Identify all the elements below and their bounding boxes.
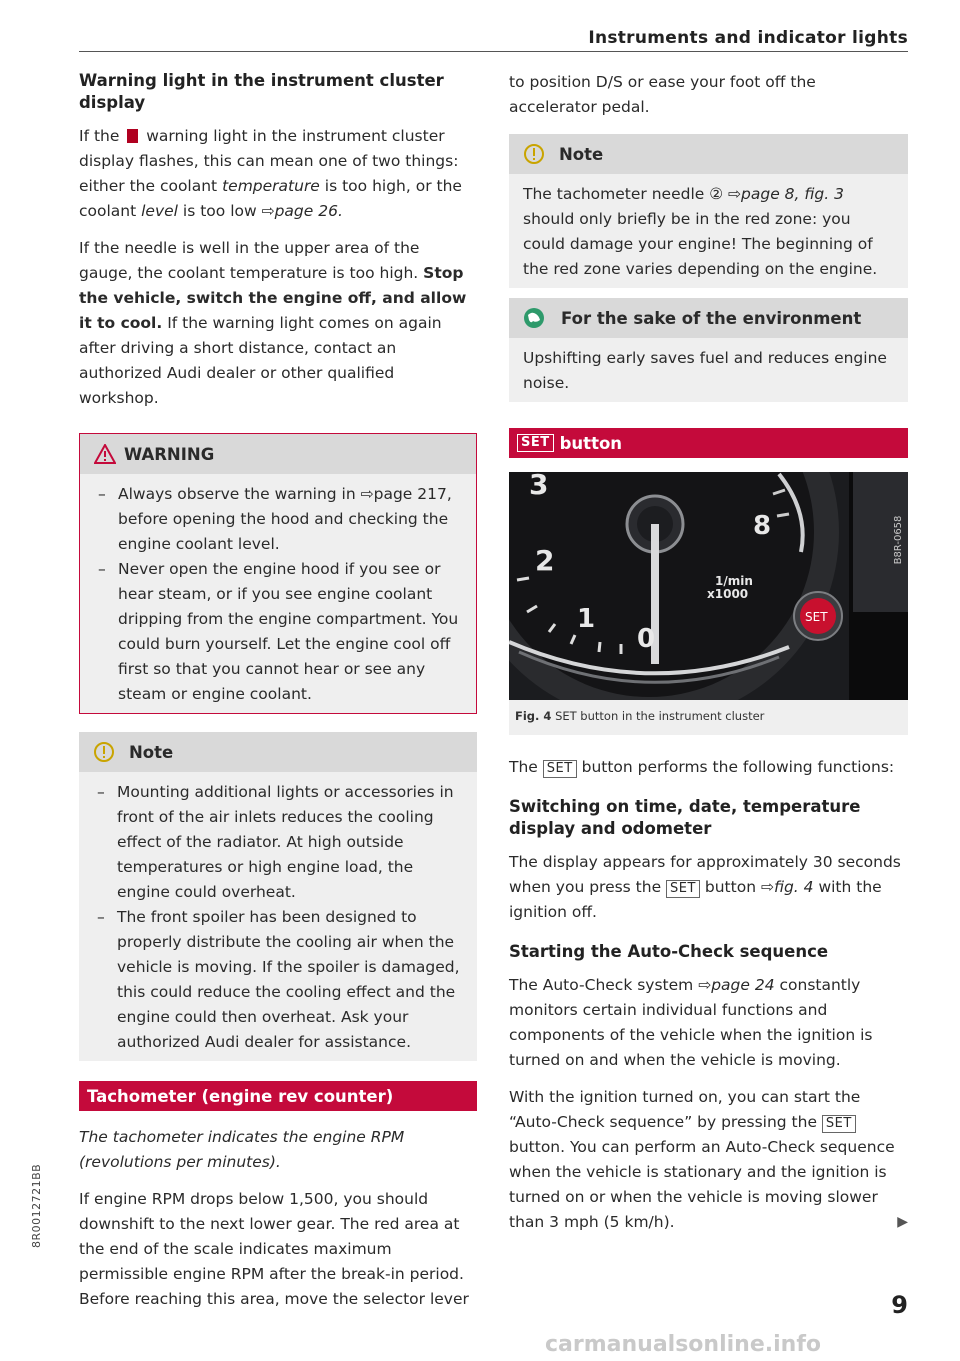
paragraph-overheat: [79, 236, 477, 411]
watermark: carmanualsonline.info: [545, 1332, 821, 1357]
note-box-body: [509, 174, 908, 288]
environment-box: [509, 298, 908, 402]
paragraph-continued: to position D/S or ease your foot off the accelerator pedal.: [509, 73, 816, 116]
text: is too low: [177, 202, 262, 220]
section-heading-tachometer: Tachometer (engine rev counter): [79, 1081, 477, 1111]
set-key: SET: [517, 434, 554, 452]
text: With the ignition turned on, you can start the “Auto-Check sequence” by pressing the: [509, 1088, 861, 1131]
section-title: button: [559, 433, 623, 453]
note-box-header: [509, 134, 908, 174]
gauge-number: 2: [535, 544, 555, 577]
gauge-unit: 1/min: [715, 574, 753, 588]
note-box: [79, 732, 477, 1061]
text: If the: [79, 127, 125, 145]
paragraph-tacho-intro: The tachometer indicates the engine RPM (revolutions per minutes).: [79, 1128, 405, 1171]
note-icon: [93, 741, 115, 763]
warning-box: [79, 433, 477, 714]
note-box-tacho: [509, 134, 908, 288]
continue-arrow-icon: ▶: [897, 1214, 908, 1230]
gauge-number: 8: [753, 511, 772, 541]
text-bold: Stop the vehicle, switch the engine off, and allow it to cool.: [79, 264, 467, 332]
paragraph-autocheck-1: [509, 973, 908, 1073]
note-title: Note: [559, 144, 604, 164]
heading-warning-light: Warning light in the instrument cluster display: [79, 71, 444, 112]
gauge-number: 3: [529, 472, 549, 501]
text-emphasis: temperature: [222, 177, 320, 195]
figure-caption-text: SET button in the instrument cluster: [555, 709, 765, 723]
text: is too high, or the coolant: [79, 177, 462, 220]
environment-title: For the sake of the environment: [561, 308, 862, 328]
text: with the ignition off.: [509, 878, 882, 921]
text: The: [509, 758, 543, 776]
note-icon: [523, 143, 545, 165]
text: If the warning light comes on again after driving a short distance, contact an authorized Audi dealer or other qualified workshop.: [79, 314, 442, 407]
figure-reference-link[interactable]: ⇨fig. 4: [760, 878, 814, 896]
figure-label: Fig. 4: [515, 709, 552, 723]
section-heading-set-button: [509, 428, 908, 458]
list-item: – Always observe the warning in ⇨page 217, before opening the hood and checking the engine coolant level.: [94, 482, 464, 557]
environment-icon: [523, 307, 545, 329]
text: The Auto-Check system: [509, 976, 699, 994]
paragraph-switching: [509, 850, 908, 925]
right-column: [509, 70, 908, 1247]
text: button: [699, 878, 761, 896]
text: The tachometer needle: [523, 185, 710, 203]
header-rule: [79, 51, 908, 52]
set-key: SET: [543, 760, 577, 778]
paragraph-tacho: If engine RPM drops below 1,500, you should downshift to the next lower gear. The red area at the end of the scale indicates maximum permissible engine RPM after the break-in period. Before reaching this area, move the selector lever: [79, 1190, 469, 1308]
text: If the needle is well in the upper area of the gauge, the coolant temperature is too high.: [79, 239, 424, 282]
paragraph-set-button: [509, 755, 908, 780]
coolant-warning-icon: [127, 129, 138, 143]
warning-title: WARNING: [124, 444, 215, 464]
page-reference-link[interactable]: ⇨page 26.: [261, 202, 343, 220]
page-reference-link[interactable]: ⇨page 24: [698, 976, 775, 994]
note-box-body: [79, 772, 477, 1061]
figure-instrument-cluster: [509, 472, 908, 735]
text-emphasis: level: [141, 202, 178, 220]
warning-triangle-icon: [94, 444, 116, 464]
set-button-label: SET: [805, 610, 828, 624]
note-box-header: [79, 732, 477, 772]
gauge-number: 1: [577, 604, 596, 634]
text: The display appears for approximately 30 seconds when you press the: [509, 853, 901, 896]
page-reference-link[interactable]: ⇨page 8, fig. 3: [723, 185, 844, 203]
text: should only briefly be in the red zone: you could damage your engine! The beginning of the red zone varies depending on the engine.: [523, 210, 878, 278]
paragraph-autocheck-2: [509, 1085, 908, 1235]
gauge-multiplier: x1000: [707, 587, 749, 601]
list-item: – Mounting additional lights or accessories in front of the air inlets reduces the cooling effect of the radiator. At high outside temperatures or high engine load, the engine could overheat.: [93, 780, 465, 905]
figure-caption: [509, 700, 908, 735]
list-item: – The front spoiler has been designed to properly distribute the cooling air when the vehicle is moving. If the spoiler is damaged, this could reduce the cooling effect and the engine could then overheat. Ask your authorized Audi dealer for assistance.: [93, 905, 465, 1055]
text: button performs the following functions:: [576, 758, 895, 776]
warning-box-header: [80, 434, 476, 474]
heading-autocheck: Starting the Auto-Check sequence: [509, 942, 829, 961]
warning-box-body: [80, 474, 476, 713]
heading-switching: Switching on time, date, temperature display and odometer: [509, 797, 861, 838]
note-title: Note: [129, 742, 174, 762]
note-list: [93, 780, 465, 1055]
paragraph-warning-light: [79, 124, 477, 224]
figure-code: B8R-0658: [893, 515, 904, 565]
text: constantly monitors certain individual functions and components of the vehicle when the ignition is turned on and when the vehicle is moving.: [509, 976, 873, 1069]
environment-box-body: Upshifting early saves fuel and reduces engine noise.: [509, 338, 908, 402]
page-number: 9: [891, 1291, 908, 1319]
instrument-cluster-image: [509, 472, 908, 700]
set-key: SET: [822, 1115, 856, 1133]
text: warning light in the instrument cluster display flashes, this can mean one of two things: either the coolant: [79, 127, 459, 195]
set-key: SET: [666, 880, 700, 898]
list-item: – Never open the engine hood if you see or hear steam, or if you see engine coolant dripping from the engine compartment. You could burn yourself. Let the engine cool off first so that you cannot hear or see any steam or engine coolant.: [94, 557, 464, 707]
gauge-number: 0: [637, 624, 656, 654]
header-title: Instruments and indicator lights: [588, 28, 908, 48]
document-code: 8R0012721BB: [30, 1163, 43, 1248]
warning-list: [94, 482, 464, 707]
text: button. You can perform an Auto-Check sequence when the vehicle is stationary and the ignition is turned on or when the vehicle is moving slower than 3 mph (5 km/h).: [509, 1138, 895, 1231]
left-column: [79, 70, 477, 1324]
environment-box-header: [509, 298, 908, 338]
callout-number: ②: [709, 185, 724, 203]
